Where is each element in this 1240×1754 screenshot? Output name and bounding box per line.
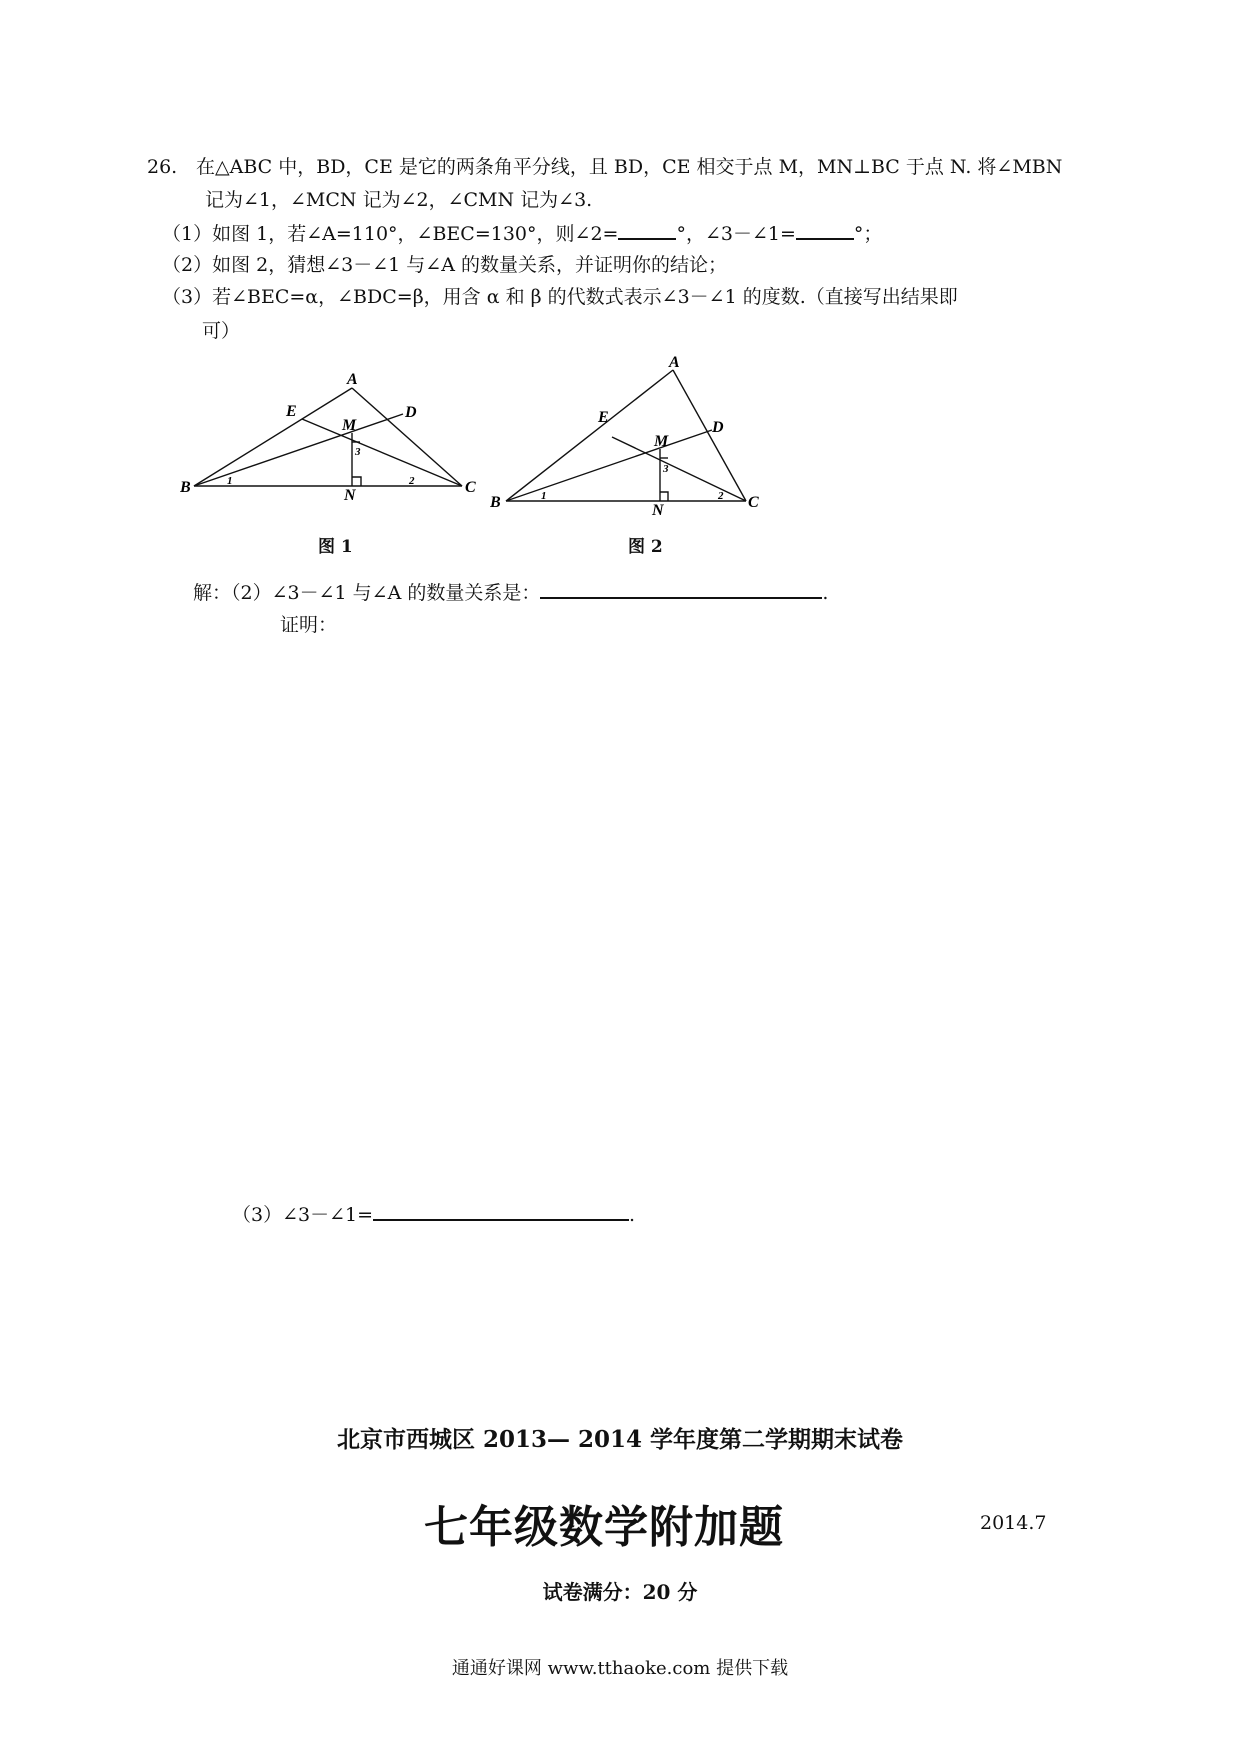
fig1-label-A: A <box>347 371 358 388</box>
fig2-label-N: N <box>652 502 664 515</box>
part3-question-line1: （3）若∠BEC=α，∠BDC=β，用含 α 和 β 的代数式表示∠3－∠1 的度数.（直接写出结果即 <box>162 286 958 308</box>
main-title: 七年级数学附加题 <box>424 1502 784 1553</box>
figure-2-caption: 图 2 <box>628 537 663 557</box>
footer-source: 通通好课网 www.tthaoke.com 提供下载 <box>451 1658 789 1679</box>
answer-blank-angle2[interactable] <box>618 220 676 240</box>
solution-line <box>193 579 828 606</box>
fig2-label-A: A <box>669 355 680 371</box>
proof-label: 证明： <box>280 614 338 636</box>
problem-stem-line2: 记为∠1，∠MCN 记为∠2，∠CMN 记为∠3. <box>205 189 593 211</box>
part3-answer-period: . <box>629 1204 636 1226</box>
part3-answer-label: （3）∠3－∠1= <box>232 1204 374 1226</box>
school-exam-title: 北京市西城区 2013— 2014 学年度第二学期期末试卷 <box>336 1426 904 1453</box>
fig1-label-C: C <box>465 479 476 496</box>
exam-date: 2014.7 <box>980 1512 1047 1534</box>
part1-before: （1）如图 1，若∠A=110°，∠BEC=130°，则∠2= <box>162 223 619 245</box>
fig2-label-D: D <box>712 419 724 436</box>
fig2-angle-1: 1 <box>541 490 547 502</box>
part1-after: °； <box>853 223 883 245</box>
fig1-angle-3: 3 <box>355 446 361 458</box>
figure-2-diagram <box>490 355 770 515</box>
part1-mid: °，∠3－∠1= <box>676 223 796 245</box>
fig1-label-M: M <box>342 417 357 434</box>
part2-question: （2）如图 2，猜想∠3－∠1 与∠A 的数量关系，并证明你的结论； <box>162 254 727 276</box>
figure-1 <box>180 370 480 500</box>
fig2-label-C: C <box>748 494 759 511</box>
fig1-label-E: E <box>286 403 297 420</box>
solution-period: . <box>822 582 829 604</box>
part1-question <box>162 220 882 247</box>
fig1-label-B: B <box>180 479 191 496</box>
answer-blank-part3[interactable] <box>373 1201 629 1221</box>
fig1-angle-1: 1 <box>227 475 233 487</box>
fig1-label-N: N <box>344 487 356 500</box>
solution-prefix: 解：（2）∠3－∠1 与∠A 的数量关系是： <box>193 582 541 604</box>
fig2-label-E: E <box>598 409 609 426</box>
full-score: 试卷满分：20 分 <box>542 1580 698 1604</box>
answer-blank-relation[interactable] <box>540 579 822 599</box>
problem-stem-line1: 在△ABC 中，BD，CE 是它的两条角平分线，且 BD，CE 相交于点 M，MN⊥BC 于点 N. 将∠MBN <box>196 156 1063 178</box>
figure-1-diagram <box>180 370 480 500</box>
figure-1-caption: 图 1 <box>318 537 353 557</box>
fig2-angle-3: 3 <box>663 463 669 475</box>
fig2-angle-2: 2 <box>718 490 724 502</box>
fig2-label-M: M <box>654 433 669 450</box>
fig2-label-B: B <box>490 494 501 511</box>
fig1-angle-2: 2 <box>409 475 415 487</box>
answer-blank-angle-diff[interactable] <box>796 220 854 240</box>
part3-answer-line <box>232 1201 635 1228</box>
problem-number: 26. <box>147 156 178 178</box>
fig1-label-D: D <box>405 404 417 421</box>
figure-2 <box>490 355 770 515</box>
part3-question-line2: 可） <box>202 320 241 342</box>
